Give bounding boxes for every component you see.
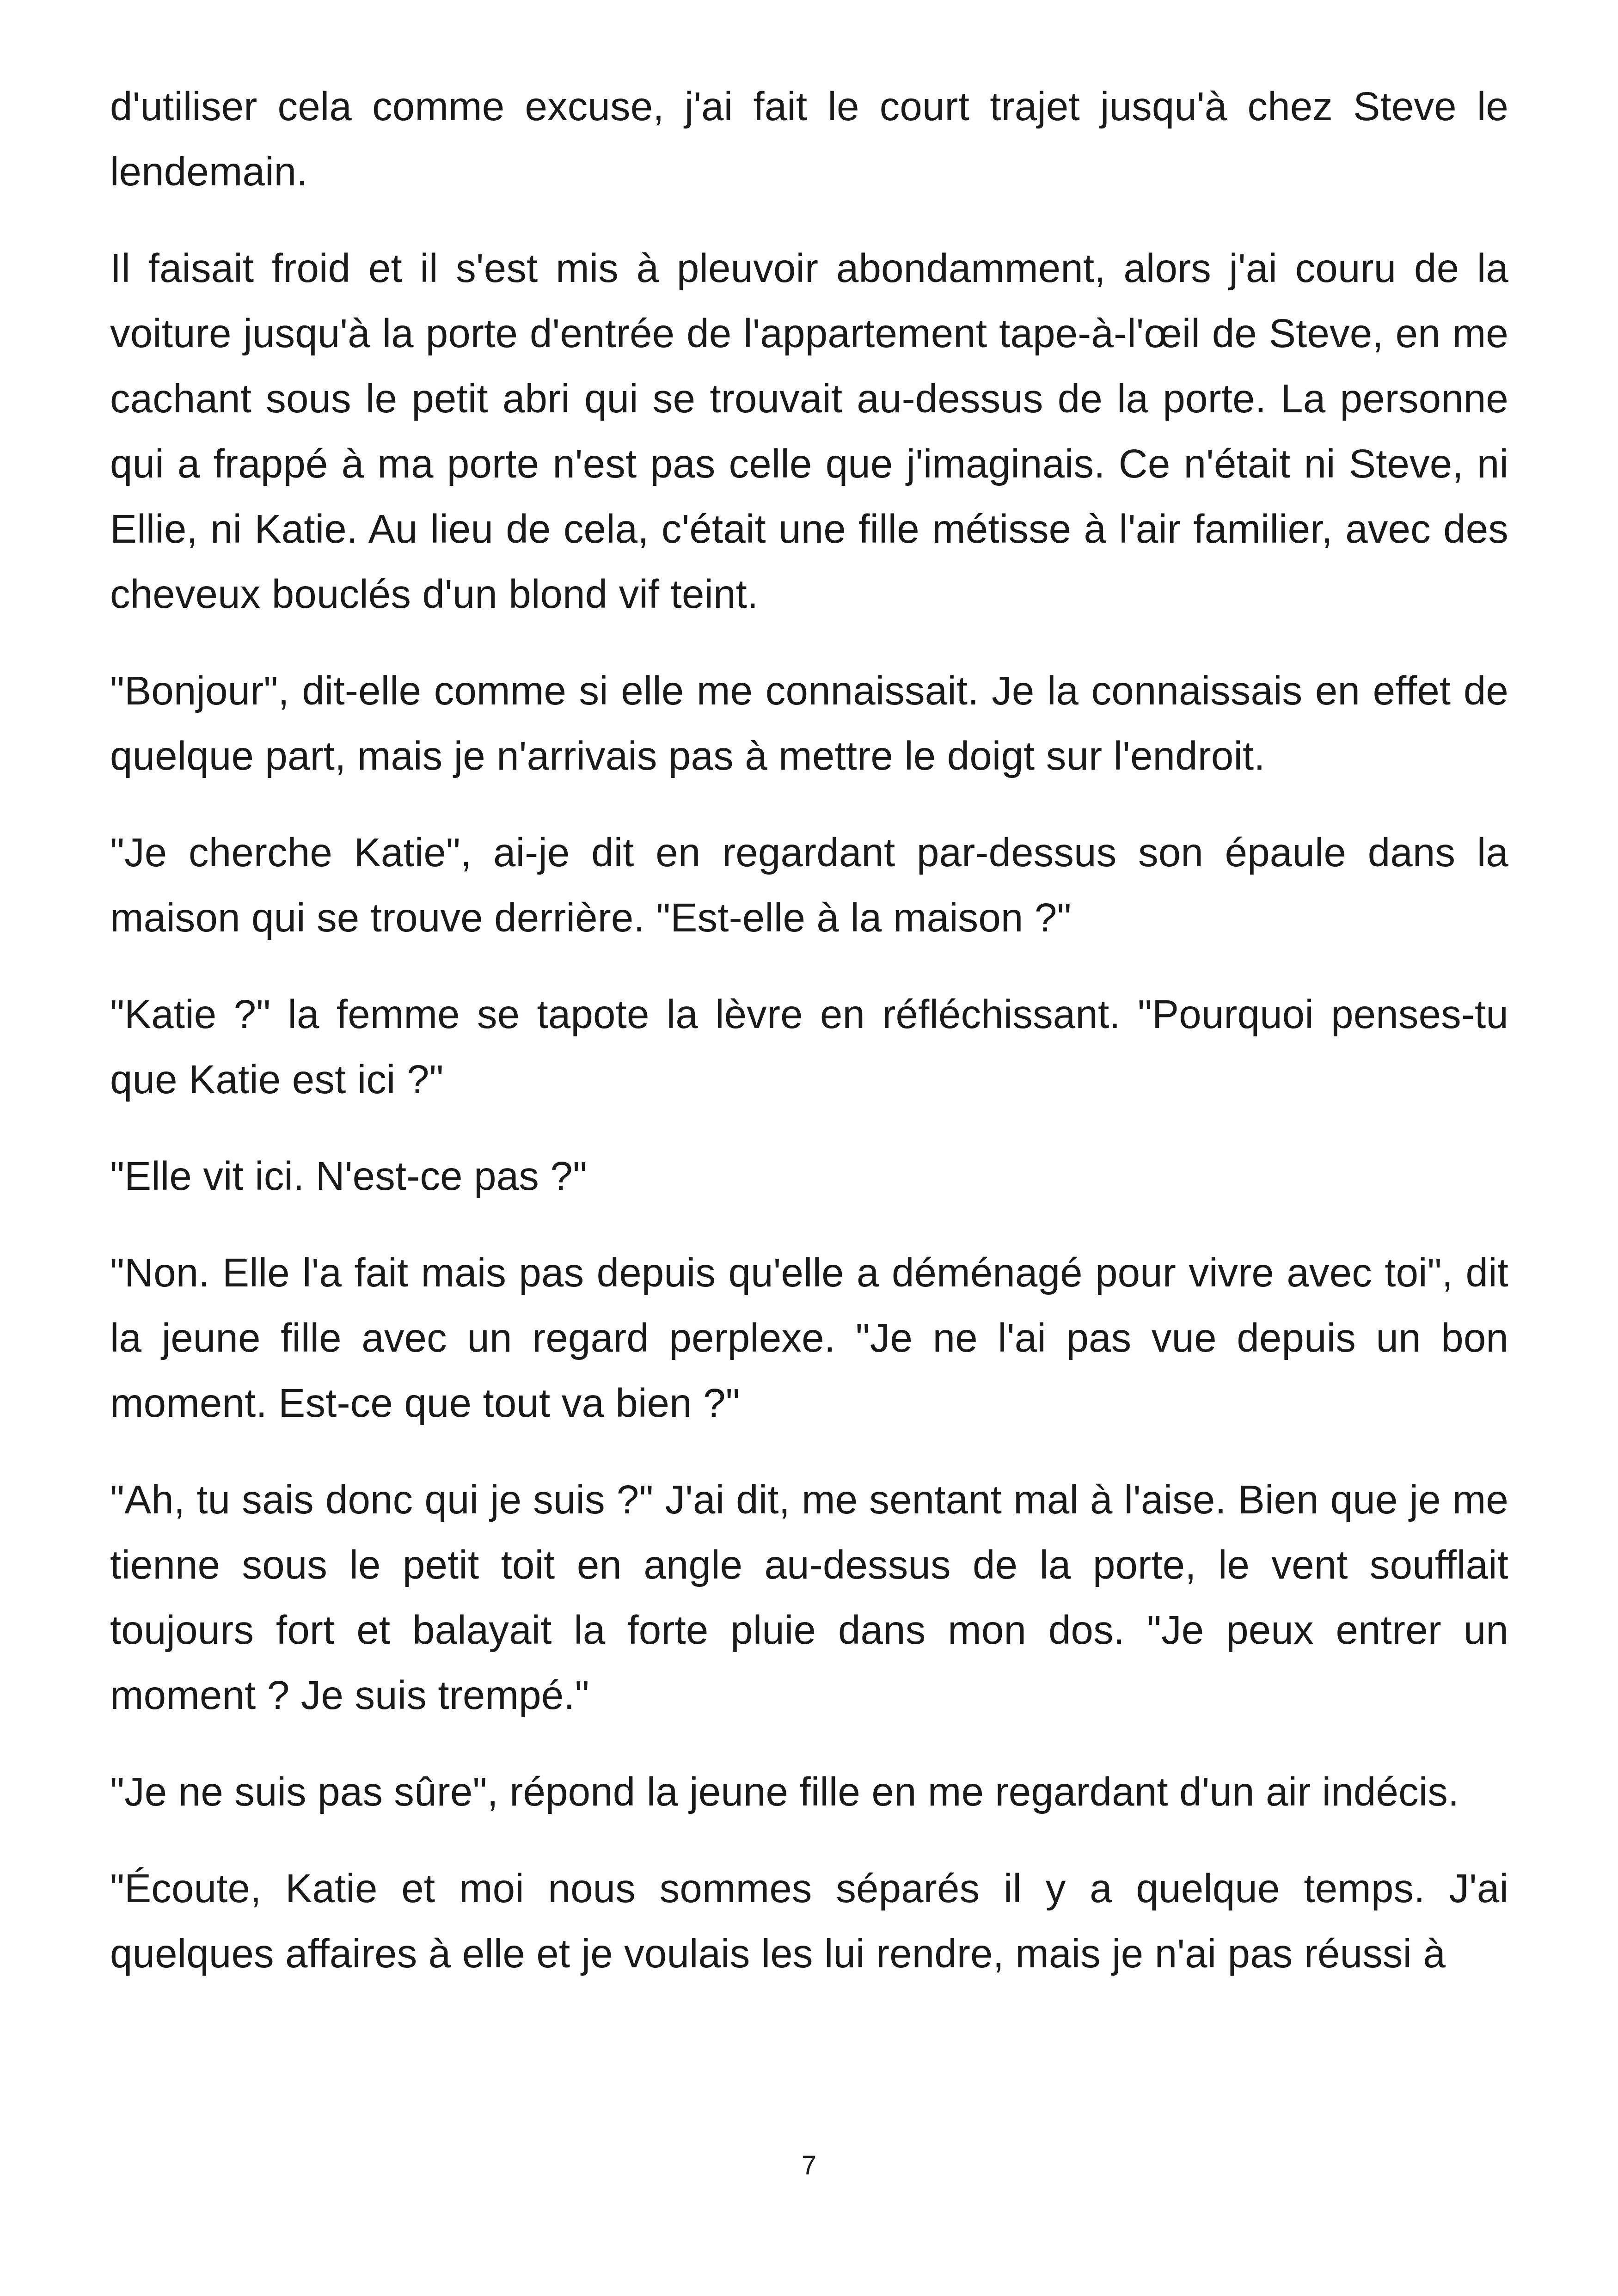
page-number: 7 <box>801 2150 817 2180</box>
body-text <box>110 74 1508 2018</box>
paragraph-9: "Je ne suis pas sûre", répond la jeune fille en me regardant d'un air indécis. <box>110 1769 1459 1814</box>
paragraph-10: "Écoute, Katie et moi nous sommes séparés il y a quelque temps. J'ai quelques affaires à elle et je voulais les lui rendre, mais je n'ai pas réussi à <box>110 1866 1508 1976</box>
paragraph-5: "Katie ?" la femme se tapote la lèvre en réfléchissant. "Pourquoi penses-tu que Katie est ici ?" <box>110 992 1508 1102</box>
paragraph-3: "Bonjour", dit-elle comme si elle me connaissait. Je la connaissais en effet de quelque part, mais je n'arrivais pas à mettre le doigt sur l'endroit. <box>110 668 1508 778</box>
paragraph-2: Il faisait froid et il s'est mis à pleuvoir abondamment, alors j'ai couru de la voiture jusqu'à la porte d'entrée de l'appartement tape-à-l'œil de Steve, en me cachant sous le petit abri qui se trouvait au-dessus de la porte. La personne qui a frappé à ma porte n'est pas celle que j'imaginais. Ce n'était ni Steve, ni Ellie, ni Katie. Au lieu de cela, c'était une fille métisse à l'air familier, avec des cheveux bouclés d'un blond vif teint. <box>110 246 1508 617</box>
paragraph-7: "Non. Elle l'a fait mais pas depuis qu'elle a déménagé pour vivre avec toi", dit la jeune fille avec un regard perplexe. "Je ne l'ai pas vue depuis un bon moment. Est-ce que tout va bien ?" <box>110 1250 1508 1426</box>
paragraph-4: "Je cherche Katie", ai-je dit en regardant par-dessus son épaule dans la maison qui se trouve derrière. "Est-elle à la maison ?" <box>110 830 1508 940</box>
paragraph-6: "Elle vit ici. N'est-ce pas ?" <box>110 1154 588 1199</box>
paragraph-1: d'utiliser cela comme excuse, j'ai fait le court trajet jusqu'à chez Steve le lendemain. <box>110 84 1508 194</box>
paragraph-8: "Ah, tu sais donc qui je suis ?" J'ai dit, me sentant mal à l'aise. Bien que je me tienne sous le petit toit en angle au-dessus de la porte, le vent soufflait toujours fort et balayait la forte pluie dans mon dos. "Je peux entrer un moment ? Je suis trempé." <box>110 1477 1508 1718</box>
